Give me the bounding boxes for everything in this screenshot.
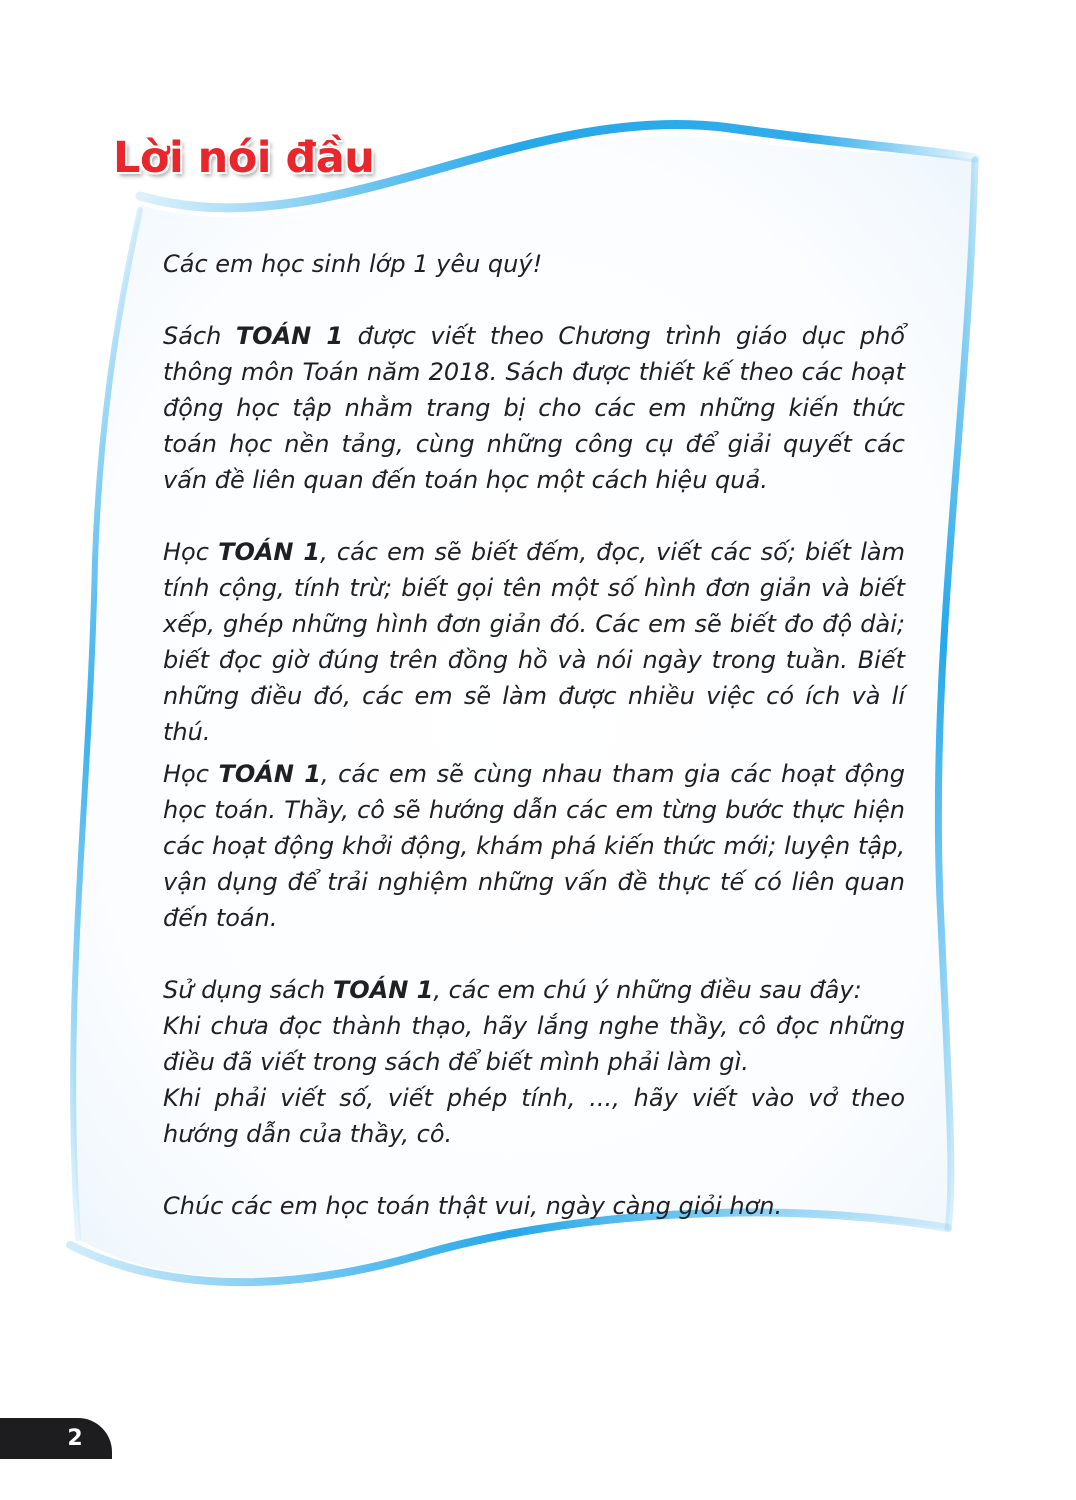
note-2: Khi phải viết số, viết phép tính, ..., hãy viết vào vở theo hướng dẫn của thầy, cô. bbox=[163, 1084, 905, 1148]
book-title: TOÁN 1 bbox=[235, 322, 344, 350]
page-number: 2 bbox=[67, 1426, 83, 1451]
preface-body bbox=[163, 246, 905, 1224]
paragraph-1: Sách TOÁN 1 được viết theo Chương trình giáo dục phổ thông môn Toán năm 2018. Sách được thiết kế theo các hoạt động học tập nhằm trang bị cho các em những kiến thức toán học nền tảng, cùng những công cụ để giải quyết các vấn đề liên quan đến toán học một cách hiệu quả. bbox=[163, 322, 905, 494]
paragraph-3: Học TOÁN 1, các em sẽ cùng nhau tham gia các hoạt động học toán. Thầy, cô sẽ hướng dẫn các em từng bước thực hiện các hoạt động khởi động, khám phá kiến thức mới; luyện tập, vận dụng để trải nghiệm những vấn đề thực tế có liên quan đến toán. bbox=[163, 760, 905, 932]
paragraph-4: Sử dụng sách TOÁN 1, các em chú ý những điều sau đây: bbox=[163, 976, 862, 1004]
paragraph-2: Học TOÁN 1, các em sẽ biết đếm, đọc, viết các số; biết làm tính cộng, tính trừ; biết gọi tên một số hình đơn giản và biết xếp, ghép những hình đơn giản đó. Các em sẽ biết đo độ dài; biết đọc giờ đúng trên đồng hồ và nói ngày trong tuần. Biết những điều đó, các em sẽ làm được nhiều việc có ích và lí thú. bbox=[163, 538, 905, 746]
book-title: TOÁN 1 bbox=[218, 538, 321, 566]
book-title: TOÁN 1 bbox=[218, 760, 321, 788]
note-1: Khi chưa đọc thành thạo, hãy lắng nghe thầy, cô đọc những điều đã viết trong sách để biết mình phải làm gì. bbox=[163, 1012, 905, 1076]
page-title: Lời nói đầu bbox=[113, 133, 375, 183]
book-title: TOÁN 1 bbox=[332, 976, 434, 1004]
closing-line: Chúc các em học toán thật vui, ngày càng giỏi hơn. bbox=[163, 1192, 783, 1220]
page-number-tab bbox=[0, 1418, 112, 1459]
greeting: Các em học sinh lớp 1 yêu quý! bbox=[163, 250, 543, 278]
